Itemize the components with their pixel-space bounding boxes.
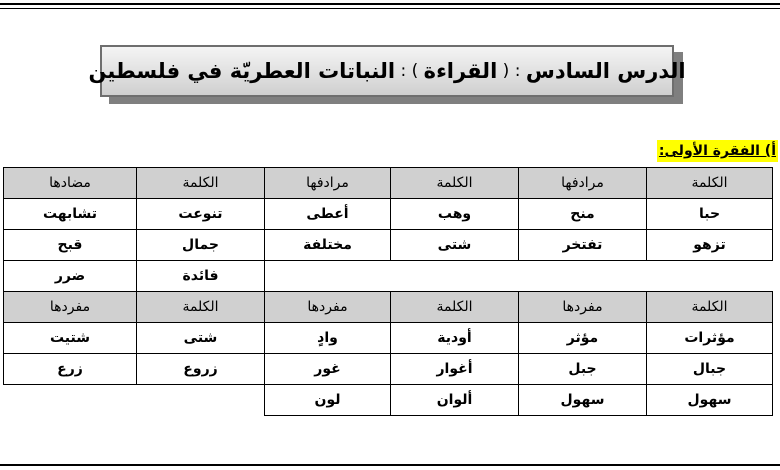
table-cell: شتى: [391, 230, 519, 261]
header-cell: الكلمة: [391, 292, 519, 323]
section-heading: أ) الفقرة الأولى:: [657, 140, 778, 162]
header-cell: الكلمة: [137, 292, 265, 323]
table-cell: أغوار: [391, 354, 519, 385]
table-row: [4, 261, 773, 292]
table-cell: حبا: [647, 199, 773, 230]
empty-cell: [4, 385, 137, 416]
lesson-title: [88, 45, 686, 97]
table-cell: مؤثرات: [647, 323, 773, 354]
table-cell: جبال: [647, 354, 773, 385]
table-cell: شتيت: [4, 323, 137, 354]
header-cell: مرادفها: [265, 168, 391, 199]
table-row: [4, 199, 773, 230]
title-colon-1: :: [509, 61, 526, 81]
header-cell: مضادها: [4, 168, 137, 199]
header-cell: مفردها: [4, 292, 137, 323]
title-colon-2: :: [395, 61, 412, 81]
header-cell: مرادفها: [519, 168, 647, 199]
table-cell: مؤثر: [519, 323, 647, 354]
table-cell: أعطى: [265, 199, 391, 230]
empty-cell: [391, 261, 519, 292]
empty-cell: [647, 261, 773, 292]
table-cell: تنوعت: [137, 199, 265, 230]
header-cell: الكلمة: [647, 292, 773, 323]
lesson-topic: النباتات العطريّة في فلسطين: [88, 59, 396, 83]
header-cell: مفردها: [519, 292, 647, 323]
table-cell: قبح: [4, 230, 137, 261]
table-cell: منح: [519, 199, 647, 230]
paren-open: (: [497, 61, 510, 81]
table-row: [4, 323, 773, 354]
table-cell: تزهو: [647, 230, 773, 261]
table-cell: مختلفة: [265, 230, 391, 261]
vocabulary-table: [3, 167, 773, 416]
table-cell: جبل: [519, 354, 647, 385]
table-cell: تفتخر: [519, 230, 647, 261]
table-cell: وادٍ: [265, 323, 391, 354]
lesson-subject: القراءة: [423, 59, 498, 83]
table-row: [4, 385, 773, 416]
singulars-header-row: [4, 292, 773, 323]
table-cell: زروع: [137, 354, 265, 385]
top-rule-thin: [0, 8, 780, 9]
table-cell: لون: [265, 385, 391, 416]
synonyms-header-row: [4, 168, 773, 199]
table-cell: سهول: [647, 385, 773, 416]
table-cell: فائدة: [137, 261, 265, 292]
table-cell: أودية: [391, 323, 519, 354]
table-cell: تشابهت: [4, 199, 137, 230]
header-cell: الكلمة: [137, 168, 265, 199]
bottom-rule: [0, 464, 780, 466]
table-row: [4, 354, 773, 385]
table-cell: غور: [265, 354, 391, 385]
table-cell: سهول: [519, 385, 647, 416]
table-cell: زرع: [4, 354, 137, 385]
empty-cell: [265, 261, 391, 292]
table-cell: وهب: [391, 199, 519, 230]
top-rule: [0, 3, 780, 5]
empty-cell: [137, 385, 265, 416]
header-cell: مفردها: [265, 292, 391, 323]
lesson-number: الدرس السادس: [525, 59, 686, 83]
header-cell: الكلمة: [391, 168, 519, 199]
table-cell: ضرر: [4, 261, 137, 292]
table-row: [4, 230, 773, 261]
empty-cell: [519, 261, 647, 292]
table-cell: ألوان: [391, 385, 519, 416]
table-cell: جمال: [137, 230, 265, 261]
header-cell: الكلمة: [647, 168, 773, 199]
table-cell: شتى: [137, 323, 265, 354]
paren-close: ): [411, 61, 424, 81]
